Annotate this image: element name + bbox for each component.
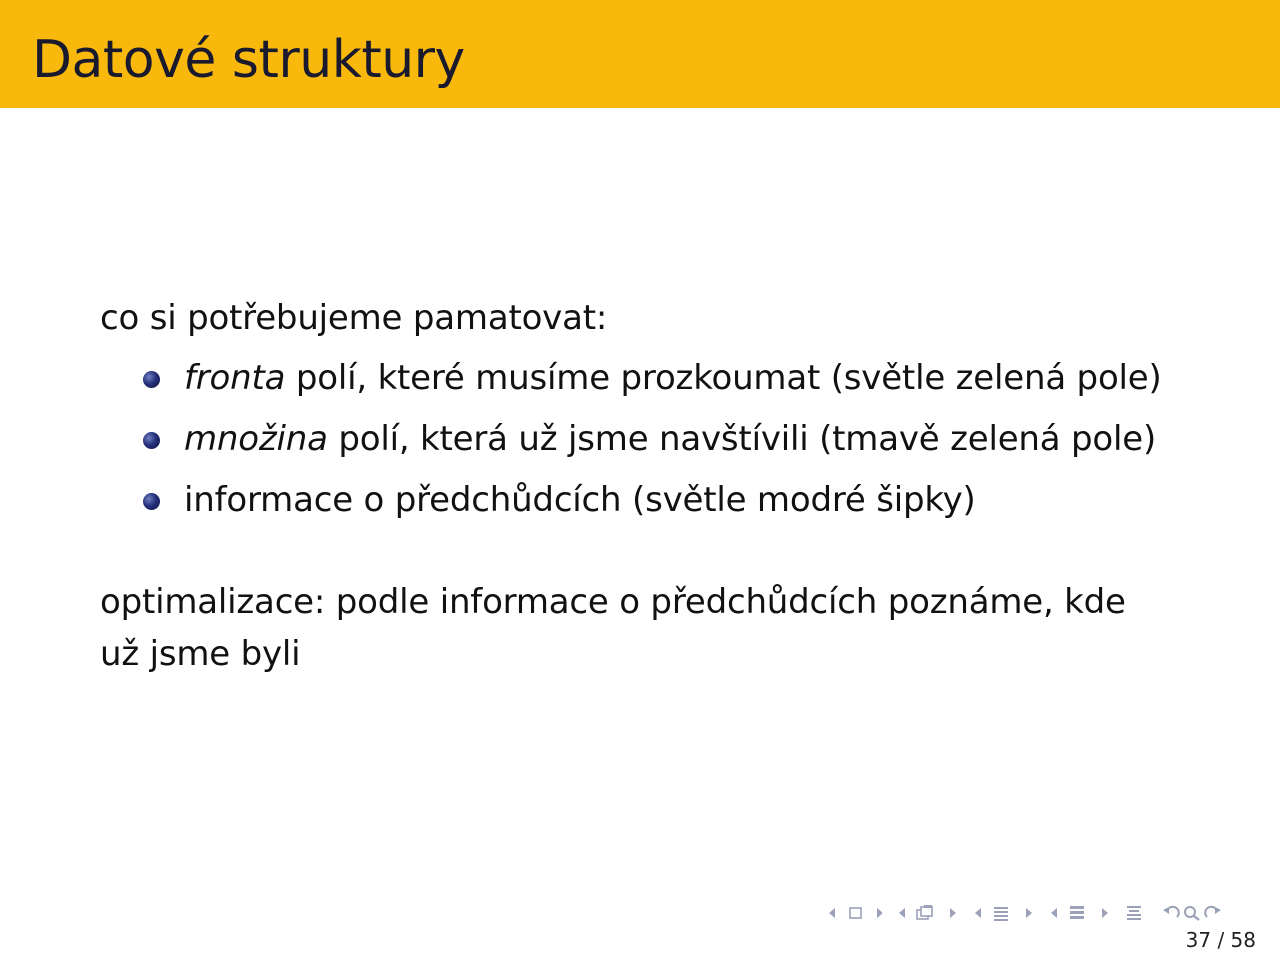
bullet-list [100, 355, 1220, 538]
search-icon[interactable] [1182, 904, 1202, 922]
title-bar [0, 0, 1280, 108]
frame-nav [826, 905, 882, 921]
bullet-text: informace o předchůdcích (světle modré šipky) [184, 480, 976, 520]
bullet-text: polí, která už jsme navštívili (tmavě zelená pole) [327, 419, 1157, 459]
slide-body [100, 295, 1220, 680]
optimization-line-2: už jsme byli [100, 634, 301, 674]
section-nav [1048, 904, 1110, 922]
intro-text: co si potřebujeme pamatovat: [100, 298, 608, 338]
undo-icon[interactable] [1160, 904, 1182, 922]
redo-icon[interactable] [1202, 904, 1224, 922]
list-item [100, 355, 1220, 416]
slide-title: Datové struktury [32, 30, 465, 90]
section-nav-icon[interactable] [1048, 904, 1110, 922]
list-item [100, 477, 1220, 538]
frame-nav-icon[interactable] [826, 905, 882, 921]
optimization-text [100, 576, 1180, 680]
bullet-emphasis: fronta [184, 358, 286, 398]
page-current: 37 [1185, 928, 1212, 952]
list-item [100, 416, 1220, 477]
bullet-emphasis: množina [184, 419, 328, 459]
bullet-icon [143, 493, 160, 510]
subsection-nav-icon[interactable] [972, 904, 1034, 922]
history-nav [1160, 904, 1224, 922]
align-nav [1124, 904, 1146, 922]
optimization-line-1: optimalizace: podle informace o předchůdcích poznáme, kde [100, 582, 1126, 622]
page-number [1186, 928, 1256, 952]
bullet-icon [143, 371, 160, 388]
bullet-icon [143, 432, 160, 449]
align-icon[interactable] [1124, 904, 1146, 922]
page-total: 58 [1230, 928, 1256, 952]
slide-nav-icon[interactable] [896, 904, 958, 922]
slide-nav [896, 904, 958, 922]
subsection-nav [972, 904, 1034, 922]
navigation-bar [826, 902, 1238, 924]
page-separator: / [1217, 928, 1225, 952]
bullet-text: polí, které musíme prozkoumat (světle zelená pole) [285, 358, 1162, 398]
